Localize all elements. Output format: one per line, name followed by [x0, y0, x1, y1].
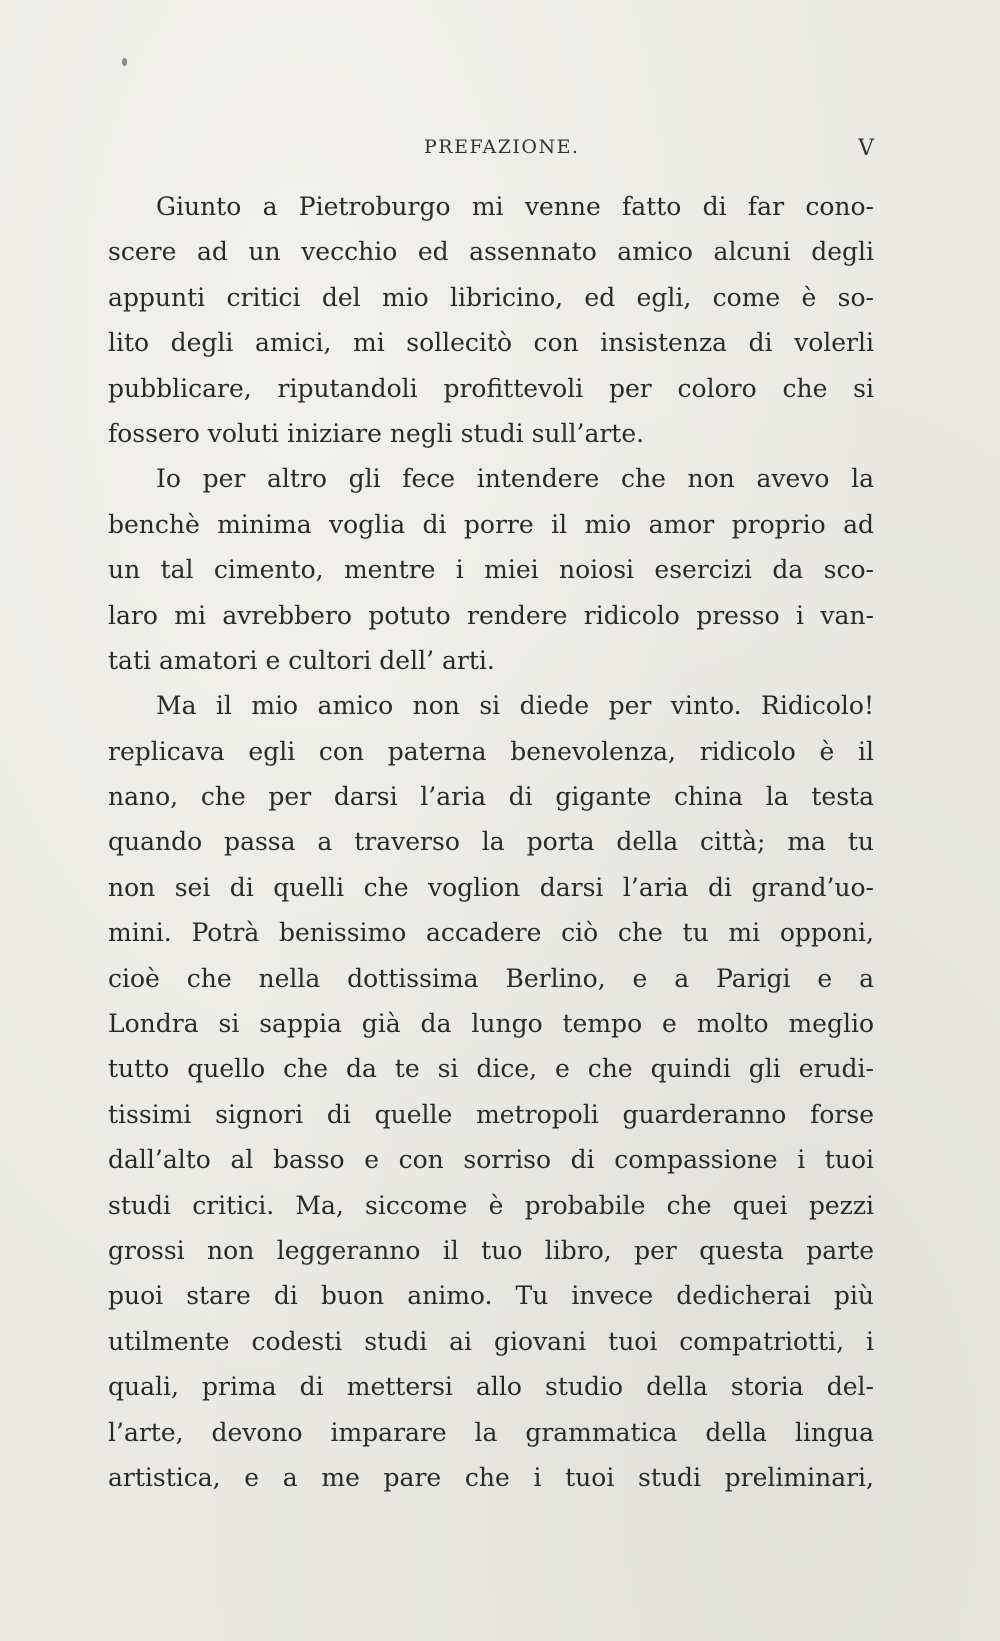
- text-line: Io per altro gli fece intendere che non avevo la: [156, 464, 874, 494]
- text-line: tati amatori e cultori dell’ arti.: [108, 645, 495, 675]
- text-line: puoi stare di buon animo. Tu invece dedicherai più: [108, 1281, 874, 1311]
- text-line: non sei di quelli che voglion darsi l’aria di grand’uo-: [108, 872, 874, 902]
- text-line: nano, che per darsi l’aria di gigante china la testa: [108, 782, 874, 812]
- page-number: V: [858, 136, 874, 161]
- text-line: Giunto a Pietroburgo mi venne fatto di far cono-: [156, 192, 874, 221]
- text-line: mini. Potrà benissimo accadere ciò che tu mi opponi,: [108, 918, 874, 948]
- text-line: benchè minima voglia di porre il mio amor proprio ad: [108, 509, 874, 539]
- text-line: studi critici. Ma, siccome è probabile che quei pezzi: [108, 1190, 874, 1220]
- text-line: l’arte, devono imparare la grammatica della lingua: [108, 1417, 874, 1447]
- text-line: scere ad un vecchio ed assennato amico alcuni degli: [108, 237, 874, 267]
- text-line: dall’alto al basso e con sorriso di compassione i tuoi: [108, 1145, 874, 1175]
- text-line: tutto quello che da te si dice, e che quindi gli erudi-: [108, 1054, 874, 1084]
- body-text: [108, 184, 874, 1500]
- text-line: fossero voluti iniziare negli studi sull’arte.: [108, 418, 645, 448]
- text-line: Ma il mio amico non si diede per vinto. Ridicolo!: [156, 691, 874, 721]
- running-header: [108, 136, 874, 166]
- text-line: quali, prima di mettersi allo studio della storia del-: [108, 1372, 874, 1402]
- text-line: Londra si sappia già da lungo tempo e molto meglio: [108, 1009, 874, 1039]
- text-line: lito degli amici, mi sollecitò con insistenza di volerli: [108, 328, 874, 358]
- text-line: replicava egli con paterna benevolenza, ridicolo è il: [108, 736, 874, 766]
- text-line: quando passa a traverso la porta della città; ma tu: [108, 827, 874, 857]
- text-line: grossi non leggeranno il tuo libro, per questa parte: [108, 1235, 874, 1265]
- text-line: un tal cimento, mentre i miei noiosi esercizi da sco-: [108, 555, 874, 585]
- text-line: cioè che nella dottissima Berlino, e a Parigi e a: [108, 963, 874, 993]
- text-line: utilmente codesti studi ai giovani tuoi compatriotti, i: [108, 1326, 874, 1356]
- ink-speck: [122, 58, 127, 66]
- text-line: pubblicare, riputandoli profittevoli per coloro che si: [108, 373, 874, 403]
- text-line: laro mi avrebbero potuto rendere ridicolo presso i van-: [108, 600, 874, 630]
- running-title: PREFAZIONE.: [424, 136, 580, 158]
- text-line: tissimi signori di quelle metropoli guarderanno forse: [108, 1099, 874, 1129]
- text-line: artistica, e a me pare che i tuoi studi preliminari,: [108, 1462, 874, 1492]
- text-line: appunti critici del mio libricino, ed egli, come è so-: [108, 282, 874, 312]
